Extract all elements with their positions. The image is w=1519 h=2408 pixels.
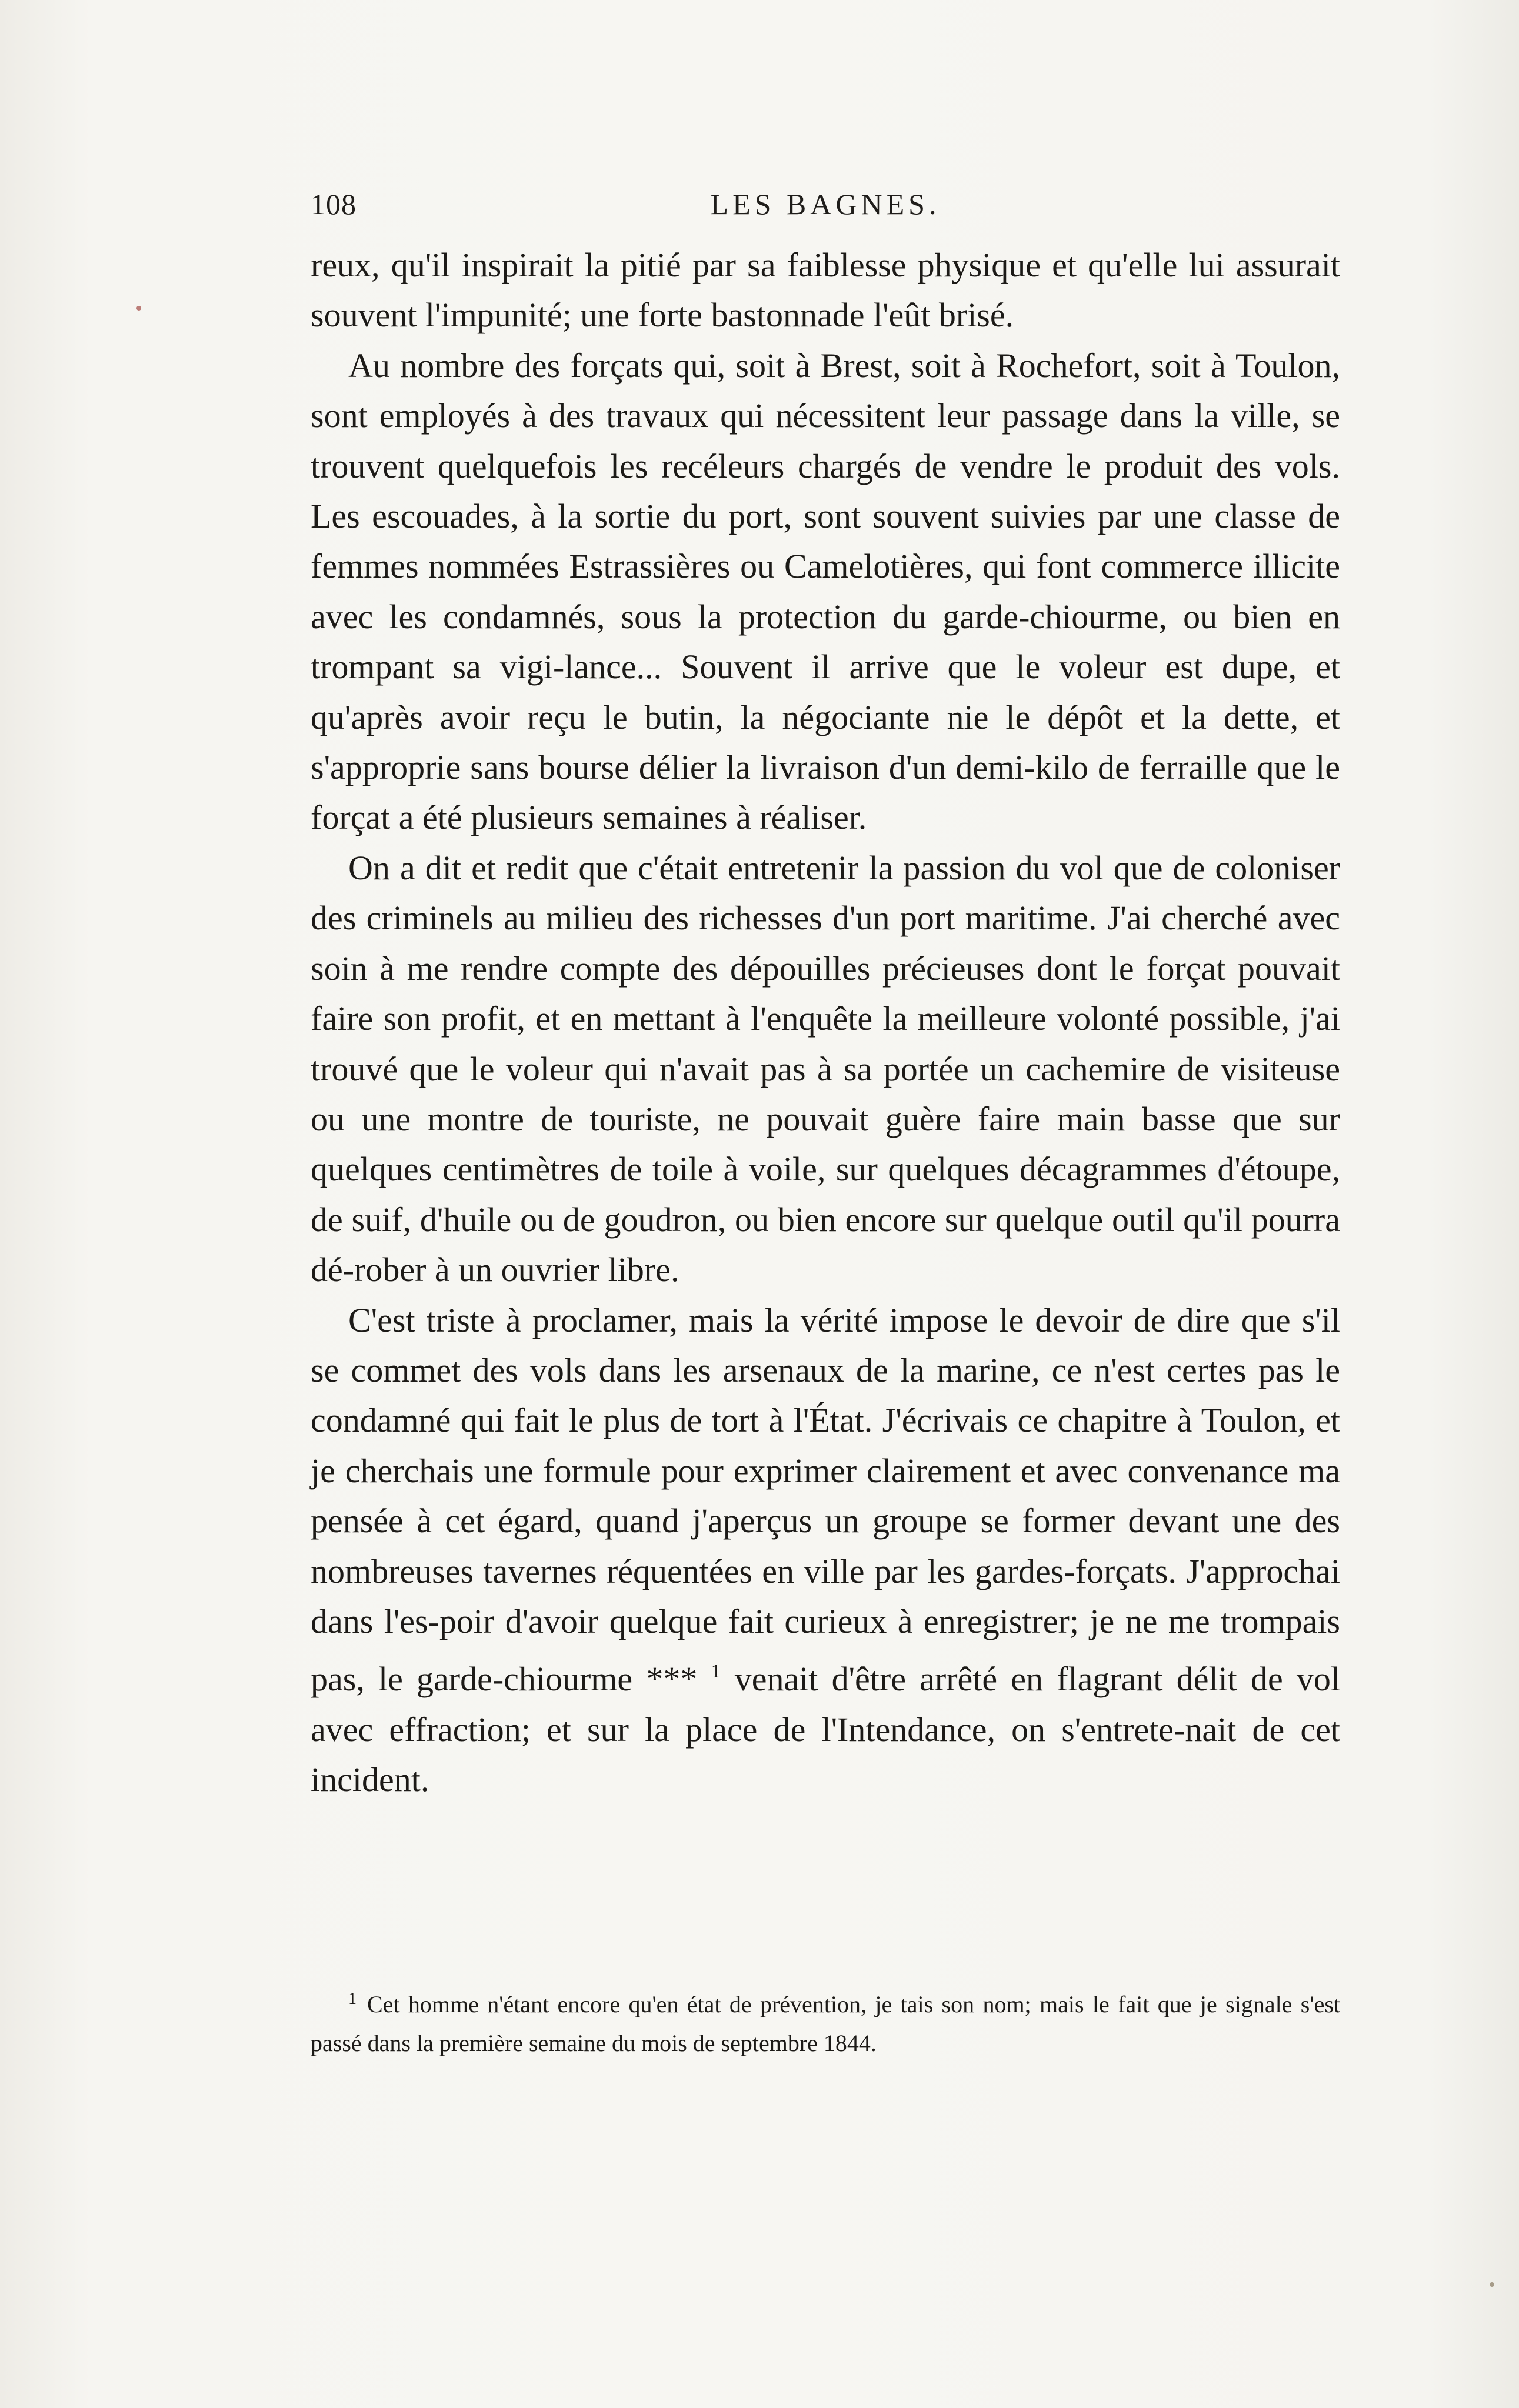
footnote-reference: 1 (711, 1660, 721, 1683)
page-number: 108 (311, 188, 357, 221)
footnote-text: Cet homme n'étant encore qu'en état de prévention, je tais son nom; mais le fait que je signale s'est passé dans la première semaine du mois de septembre 1844. (311, 1991, 1340, 2056)
footnote-marker: 1 (348, 1990, 357, 2008)
page-header (311, 187, 1340, 240)
paper-speck (1490, 2282, 1494, 2287)
footnote (311, 1980, 1340, 2063)
paper-speck (136, 306, 141, 311)
paragraph-2: Au nombre des forçats qui, soit à Brest, soit à Rochefort, soit à Toulon, sont employés à des travaux qui nécessitent leur passage dans la ville, se trouvent quelquefois les recéleurs chargés de vendre le produit des vols. Les escouades, à la sortie du port, sont souvent suivies par une classe de femmes nommées Estrassières ou Camelotières, qui font commerce illicite avec les condamnés, sous la protection du garde-chiourme, ou bien en trompant sa vigi-lance... Souvent il arrive que le voleur est dupe, et qu'après avoir reçu le butin, la négociante nie le dépôt et la dette, et s'approprie sans bourse délier la livraison d'un demi-kilo de ferraille que le forçat a été plusieurs semaines à réaliser. (311, 346, 1340, 837)
paragraph-4-end: venait d'être arrêté en flagrant délit de vol avec effraction; et sur la place de l'Intendance, on s'entrete-nait de cet incident. (311, 1660, 1340, 1799)
paragraph-1: reux, qu'il inspirait la pitié par sa faiblesse physique et qu'elle lui assurait souvent l'impunité; une forte bastonnade l'eût brisé. (311, 246, 1340, 335)
footnote-text-block (311, 1980, 1340, 2063)
paragraph-4-start: C'est triste à proclamer, mais la vérité impose le devoir de dire que s'il se commet des vols dans les arsenaux de la marine, ce n'est certes pas le condamné qui fait le plus de tort à l'État. J'écrivais ce chapitre à Toulon, et je cherchais une formule pour exprimer clairement et avec convenance ma pensée à cet égard, quand j'aperçus un groupe se former devant une des nombreuses tavernes réquentées en ville par les gardes-forçats. J'approchai dans l'es-poir d'avoir quelque fait curieux à enregistrer; je ne me trompais pas, le garde-chiourme *** (311, 1300, 1340, 1699)
running-title: LES BAGNES. (710, 188, 941, 221)
paragraph-4 (311, 1295, 1340, 1805)
body-text (311, 240, 1340, 1805)
paragraph-3: On a dit et redit que c'était entretenir la passion du vol que de coloniser des criminels au milieu des richesses d'un port maritime. J'ai cherché avec soin à me rendre compte des dépouilles précieuses dont le forçat pouvait faire son profit, et en mettant à l'enquête la meilleure volonté possible, j'ai trouvé que le voleur qui n'avait pas à sa portée un cachemire de visiteuse ou une montre de touriste, ne pouvait guère faire main basse que sur quelques centimètres de toile à voile, sur quelques décagrammes d'étoupe, de suif, d'huile ou de goudron, ou bien encore sur quelque outil qu'il pourra dé-rober à un ouvrier libre. (311, 848, 1340, 1289)
